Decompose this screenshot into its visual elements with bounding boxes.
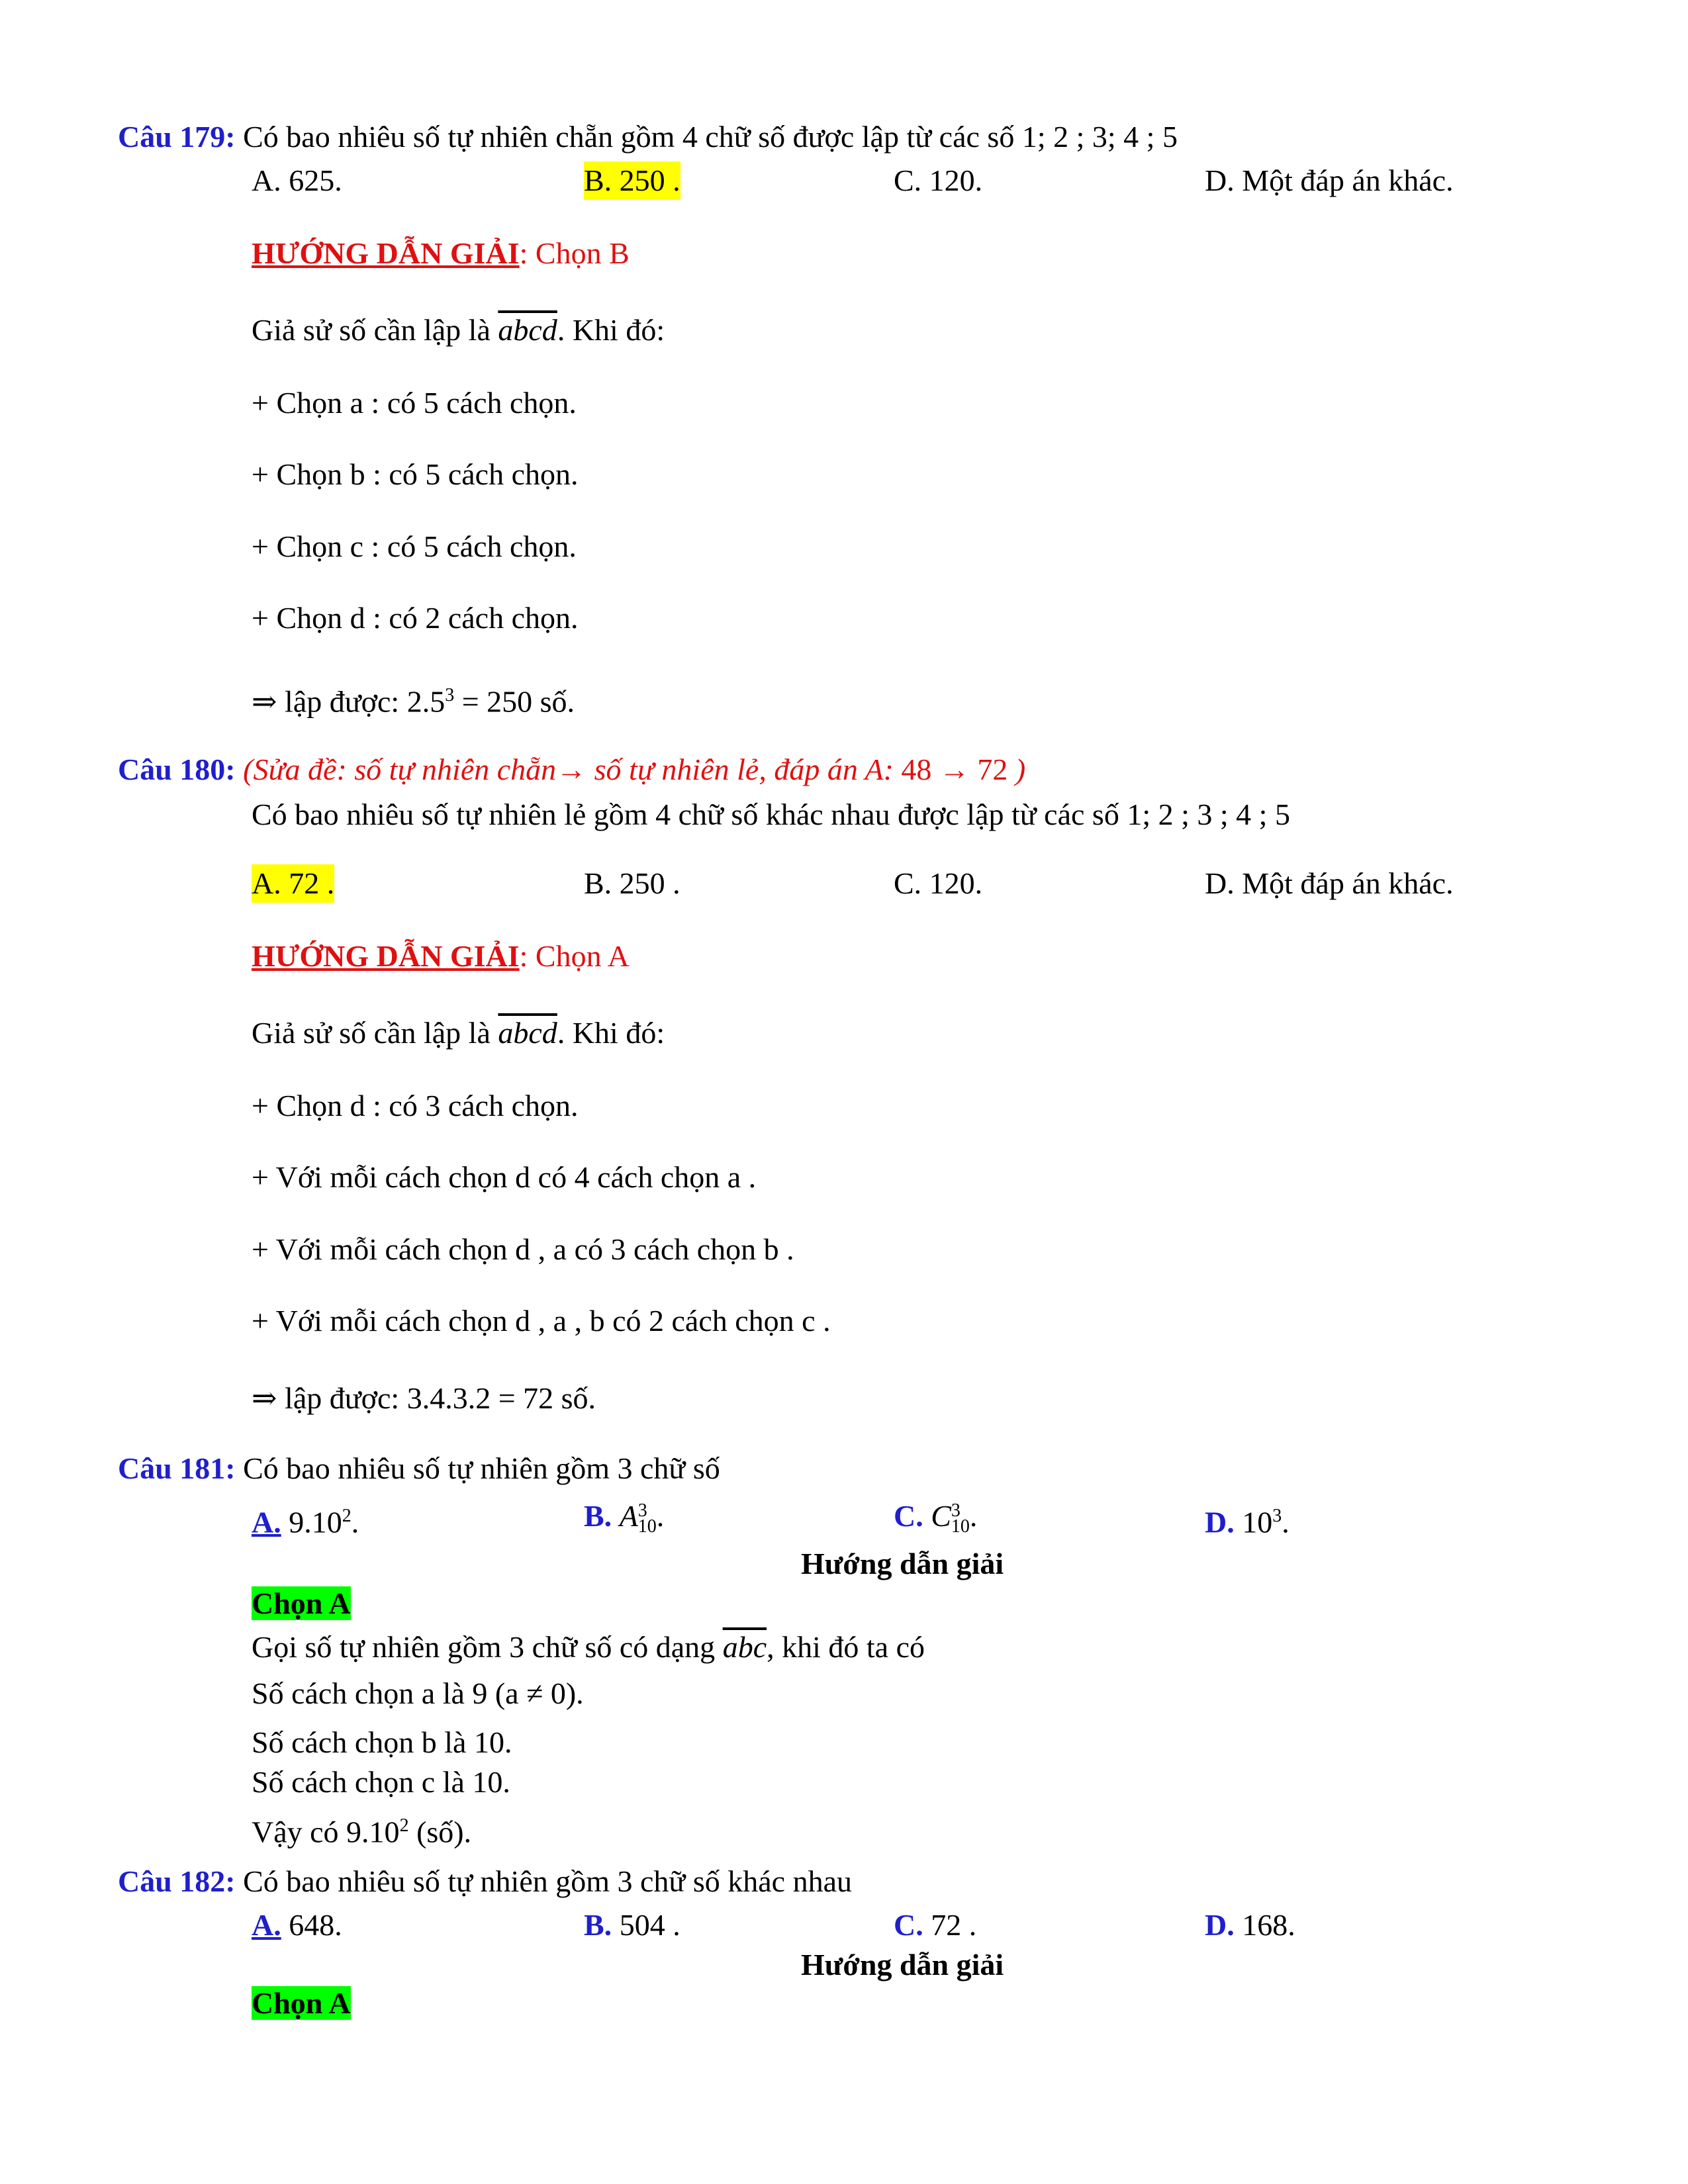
option-letter: A. — [252, 1505, 281, 1539]
option-d[interactable]: D. Một đáp án khác. — [1205, 163, 1454, 197]
solution-end: , khi đó ta có — [767, 1630, 925, 1664]
solution-text: Gọi số tự nhiên gồm 3 chữ số có dạng — [252, 1630, 716, 1664]
assume-end: . Khi đó: — [557, 313, 665, 347]
option-base: A — [619, 1499, 638, 1533]
question-179 — [118, 118, 1178, 156]
choice-badge: Chọn A — [252, 1586, 351, 1620]
choice-181 — [252, 1584, 351, 1623]
edit-close: ) — [1015, 752, 1026, 786]
option-a-correct[interactable]: A. 72 . — [252, 864, 334, 903]
option-base: 10 — [1242, 1505, 1273, 1539]
option-end: . — [1282, 1505, 1289, 1539]
solution-line-1 — [252, 1628, 925, 1666]
result-180: ⇒ lập được: 3.4.3.2 = 72 số. — [252, 1381, 596, 1415]
option-base: 9.10 — [289, 1505, 342, 1539]
option-value: 504 . — [612, 1908, 680, 1942]
edit-note: (Sửa đề: số tự nhiên chẵn→ số tự nhiên lẻ, đáp án A: — [243, 752, 894, 786]
question-label: Câu 179: — [118, 120, 236, 154]
option-d[interactable] — [1205, 1497, 1289, 1541]
option-c[interactable]: C. 120. — [894, 866, 983, 900]
question-text: Có bao nhiêu số tự nhiên gồm 3 chữ số khác nhau — [243, 1864, 853, 1898]
solution-line-4: Số cách chọn c là 10. — [252, 1765, 510, 1799]
guide-title: HƯỚNG DẪN GIẢI — [252, 939, 520, 973]
option-d[interactable]: D. Một đáp án khác. — [1205, 866, 1454, 900]
result-part-a: ⇒ lập được: 2.5 — [252, 684, 445, 719]
option-letter: B. — [584, 1908, 612, 1942]
question-label: Câu 181: — [118, 1451, 236, 1485]
assume-180 — [252, 1014, 665, 1052]
question-text: Có bao nhiêu số tự nhiên gồm 3 chữ số — [243, 1451, 720, 1485]
step-1: + Chọn a : có 5 cách chọn. — [252, 386, 577, 420]
option-sup: 3 — [951, 1500, 961, 1522]
guide-choice: : Chọn B — [519, 236, 630, 270]
guide-heading-179 — [252, 234, 630, 273]
step-3: + Với mỗi cách chọn d , a có 3 cách chọn b . — [252, 1232, 794, 1266]
option-sub: 10 — [951, 1516, 970, 1537]
option-value: 168. — [1234, 1908, 1295, 1942]
option-value: 648. — [281, 1908, 342, 1942]
step-2: + Với mỗi cách chọn d có 4 cách chọn a . — [252, 1160, 757, 1194]
choice-182 — [252, 1984, 351, 2023]
step-2: + Chọn b : có 5 cách chọn. — [252, 457, 579, 491]
option-letter: D. — [1205, 1908, 1235, 1942]
question-text: Có bao nhiêu số tự nhiên chẵn gồm 4 chữ số được lập từ các số 1; 2 ; 3; 4 ; 5 — [243, 120, 1178, 154]
solution-variable: $\overline{abc}$ — [722, 1630, 767, 1664]
option-sup: 2 — [342, 1506, 352, 1526]
assume-variable: abcd — [498, 1016, 557, 1050]
option-letter: C. — [894, 1499, 923, 1533]
option-letter: A. — [252, 1908, 281, 1942]
option-sub: 10 — [637, 1516, 657, 1537]
option-a[interactable] — [252, 1906, 342, 1944]
option-value: 72 . — [923, 1908, 977, 1942]
solution-exponent: 2 — [399, 1815, 409, 1836]
option-b[interactable]: B. 250 . — [584, 866, 680, 900]
option-letter: B. — [584, 1499, 612, 1533]
option-sup: 3 — [1272, 1506, 1282, 1526]
assume-text: Giả sử số cần lập là — [252, 1016, 491, 1050]
option-b-correct[interactable]: B. 250 . — [584, 161, 680, 200]
question-181 — [118, 1449, 720, 1488]
guide-choice: : Chọn A — [519, 939, 630, 973]
edit-values: 48 → 72 — [893, 752, 1015, 786]
assume-text: Giả sử số cần lập là — [252, 313, 491, 347]
solution-line-5 — [252, 1807, 471, 1851]
option-a[interactable]: A. 625. — [252, 163, 342, 197]
result-exponent: 3 — [445, 685, 455, 705]
step-3: + Chọn c : có 5 cách chọn. — [252, 529, 577, 563]
question-label: Câu 180: — [118, 752, 236, 786]
question-label: Câu 182: — [118, 1864, 236, 1898]
guide-heading-180 — [252, 937, 630, 976]
step-4: + Chọn d : có 2 cách chọn. — [252, 601, 579, 635]
option-b[interactable] — [584, 1497, 664, 1535]
assume-179 — [252, 311, 665, 349]
solution-part-b: (số). — [408, 1815, 472, 1849]
guide-heading-181: Hướng dẫn giải — [801, 1547, 1004, 1580]
question-182 — [118, 1862, 852, 1901]
option-letter: C. — [894, 1908, 923, 1942]
step-4: + Với mỗi cách chọn d , a , b có 2 cách chọn c . — [252, 1304, 831, 1338]
solution-line-3: Số cách chọn b là 10. — [252, 1725, 512, 1759]
solution-line-2: Số cách chọn a là 9 (a ≠ 0). — [252, 1676, 584, 1710]
option-d[interactable] — [1205, 1906, 1295, 1944]
step-1: + Chọn d : có 3 cách chọn. — [252, 1089, 579, 1122]
solution-part-a: Vậy có 9.10 — [252, 1815, 400, 1849]
guide-title: HƯỚNG DẪN GIẢI — [252, 236, 520, 270]
option-c[interactable] — [894, 1497, 977, 1535]
question-180 — [118, 751, 1025, 789]
question-text-180: Có bao nhiêu số tự nhiên lẻ gồm 4 chữ số khác nhau được lập từ các số 1; 2 ; 3 ; 4 ; 5 — [252, 797, 1290, 831]
choice-badge: Chọn A — [252, 1986, 351, 2020]
assume-variable: abcd — [498, 313, 557, 347]
result-part-b: = 250 số. — [454, 684, 575, 719]
option-b[interactable] — [584, 1906, 680, 1944]
option-letter: D. — [1205, 1505, 1235, 1539]
result-179 — [252, 676, 575, 721]
option-c[interactable] — [894, 1906, 976, 1944]
option-a[interactable] — [252, 1497, 359, 1541]
option-c[interactable]: C. 120. — [894, 163, 983, 197]
option-end: . — [351, 1505, 359, 1539]
guide-heading-182: Hướng dẫn giải — [801, 1948, 1004, 1981]
option-base: C — [931, 1499, 951, 1533]
option-sup: 3 — [637, 1500, 647, 1522]
option-end: . — [969, 1499, 978, 1533]
option-end: . — [656, 1499, 665, 1533]
assume-end: . Khi đó: — [557, 1016, 665, 1050]
